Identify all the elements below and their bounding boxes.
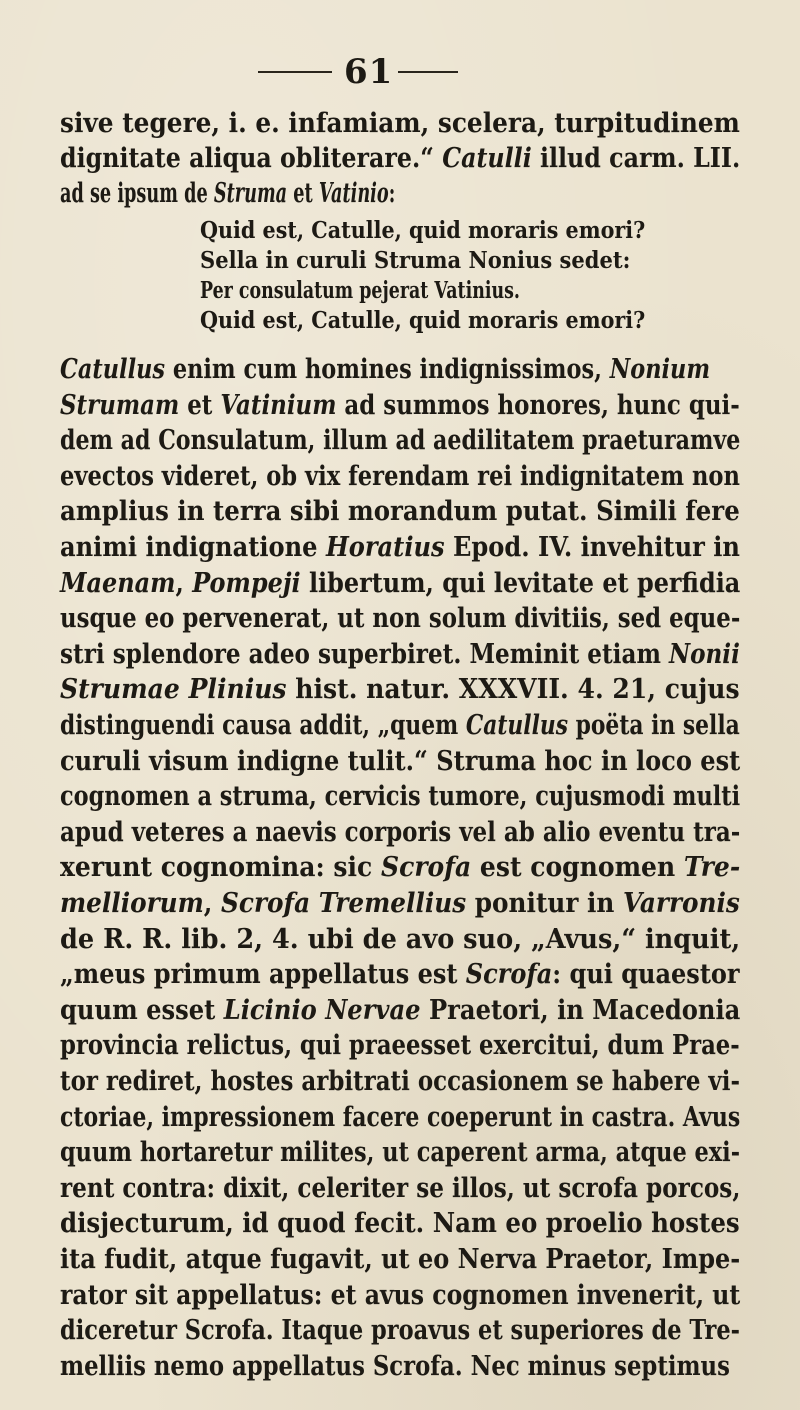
body-line xyxy=(60,1100,740,1134)
text-run xyxy=(180,673,189,705)
italic-run: Horatius xyxy=(325,531,445,563)
body-line xyxy=(60,1135,740,1169)
text-run: apud veteres a naevis corporis vel ab alio eventu tra- xyxy=(60,815,741,848)
body-line xyxy=(60,530,740,564)
text-run: : xyxy=(388,177,396,209)
body-line xyxy=(60,459,740,493)
text-run: Quid est, Catulle, quid moraris emori? xyxy=(200,217,646,244)
body-line xyxy=(60,1171,740,1205)
body-line xyxy=(60,922,740,956)
body-line xyxy=(60,1313,740,1347)
text-run: sive tegere, i. e. infamiam, scelera, turpitudinem xyxy=(60,107,740,139)
text-run: usque eo pervenerat, ut non solum divitiis, sed eque- xyxy=(60,602,741,635)
body-line xyxy=(60,1278,740,1312)
text-run: dem ad Consulatum, illum ad aedilitatem praeturamve xyxy=(60,424,741,457)
text-run: curuli visum indigne tulit.“ Struma hoc in loco est xyxy=(60,744,741,777)
intro-line xyxy=(60,141,740,175)
page-number: 61 xyxy=(344,52,394,92)
body-line xyxy=(60,744,740,778)
text-run: quum esset xyxy=(60,993,224,1026)
italic-run: melliorum xyxy=(60,887,204,919)
header-rule-left xyxy=(258,71,332,73)
text-run: cognomen a struma, cervicis tumore, cujusmodi multi xyxy=(60,780,741,813)
body-line xyxy=(60,672,740,706)
body-line xyxy=(60,815,740,849)
italic-run: Scrofa Tremellius xyxy=(221,887,467,919)
header-rule-right xyxy=(398,71,458,73)
verse-line xyxy=(200,276,520,306)
body-line xyxy=(60,637,740,671)
body-line xyxy=(60,886,740,920)
verse-line xyxy=(200,246,630,276)
body-line xyxy=(60,957,740,991)
text-run: ad se ipsum de xyxy=(60,177,214,209)
text-run: disjecturum, id quod fecit. Nam eo proelio hostes xyxy=(60,1207,740,1240)
text-run: et xyxy=(179,388,221,421)
verse-line xyxy=(200,306,645,336)
text-run: Per consulatum pejerat Vatinius. xyxy=(200,277,520,304)
italic-run: Maenam xyxy=(60,566,176,599)
text-run: evectos videret, ob vix ferendam rei indignitatem non xyxy=(60,459,740,492)
text-run: Quid est, Catulle, quid moraris emori? xyxy=(200,307,646,334)
body-line xyxy=(60,1206,740,1240)
text-run: diceretur Scrofa. Itaque proavus et superiores de Tre- xyxy=(60,1314,740,1347)
body-line xyxy=(60,850,740,884)
text-run: distinguendi causa addit, „quem xyxy=(60,709,466,741)
text-run: quum hortaretur milites, ut caperent arma, atque exi- xyxy=(60,1136,740,1169)
text-run: hist. natur. XXXVII. 4. 21, cujus xyxy=(286,673,740,706)
text-run: stri splendore adeo superbiret. Meminit etiam xyxy=(60,637,669,670)
text-run: ita fudit, atque fugavit, ut eo Nerva Praetor, Impe- xyxy=(60,1243,741,1275)
body-line xyxy=(60,352,710,386)
body-line xyxy=(60,566,740,600)
text-run: „meus primum appellatus est xyxy=(60,958,466,991)
italic-run: Vatinium xyxy=(220,388,337,421)
body-line xyxy=(60,494,740,528)
text-run: Sella in curuli Struma Nonius sedet: xyxy=(200,247,631,274)
italic-run: Varronis xyxy=(622,887,740,919)
body-line xyxy=(60,1028,740,1062)
body-line xyxy=(60,1242,740,1276)
text-run: , xyxy=(175,566,193,599)
body-line xyxy=(60,601,740,635)
body-line xyxy=(60,993,740,1027)
italic-run: Tre- xyxy=(683,851,741,884)
body-line xyxy=(60,1064,740,1098)
text-run: et xyxy=(287,177,319,209)
body-line xyxy=(60,708,740,742)
text-run: poëta in sella xyxy=(568,709,740,741)
text-run: illud carm. LII. xyxy=(531,142,741,174)
italic-run: Plinius xyxy=(188,673,287,706)
italic-run: Scrofa xyxy=(381,851,472,884)
text-run: animi indignatione xyxy=(60,531,326,563)
text-run: dignitate aliqua obliterare.“ xyxy=(60,142,443,174)
italic-run: Catulli xyxy=(442,142,532,174)
text-run: tor rediret, hostes arbitrati occasionem se habere vi- xyxy=(60,1065,740,1097)
body-line xyxy=(60,423,740,457)
italic-run: Vatinio xyxy=(318,177,389,209)
text-run: Epod. IV. invehitur in xyxy=(444,531,740,563)
text-run: provincia relictus, qui praeesset exercitui, dum Prae- xyxy=(60,1029,740,1062)
italic-run: Strumam xyxy=(60,388,180,421)
text-run: amplius in terra sibi morandum putat. Simili fere xyxy=(60,495,740,528)
italic-run: Nonium xyxy=(609,353,711,385)
text-run: melliis nemo appellatus Scrofa. Nec minus septimus xyxy=(60,1349,730,1382)
verse-line xyxy=(200,216,645,246)
text-run: libertum, qui levitate et perfidia xyxy=(300,566,741,599)
text-run: ctoriae, impressionem facere coeperunt in castra. Avus xyxy=(60,1100,741,1133)
text-run: rator sit appellatus: et avus cognomen invenerit, ut xyxy=(60,1278,741,1311)
text-run: , xyxy=(203,887,222,919)
text-run: xerunt cognomina: sic xyxy=(60,851,382,884)
body-line xyxy=(60,779,740,813)
italic-run: Struma xyxy=(213,177,288,209)
italic-run: Licinio Nervae xyxy=(223,993,421,1026)
text-run: ponitur in xyxy=(466,887,623,919)
italic-run: Catullus xyxy=(60,353,166,385)
italic-run: Strumae xyxy=(60,673,180,706)
text-run: : qui quaestor xyxy=(552,958,740,991)
italic-run: Pompeji xyxy=(192,566,301,599)
text-run: ad summos honores, hunc qui- xyxy=(336,388,740,421)
intro-line xyxy=(60,106,740,140)
body-line xyxy=(60,1349,730,1383)
page-header xyxy=(0,48,800,92)
italic-run: Catullus xyxy=(465,709,569,741)
text-run: est cognomen xyxy=(471,851,684,884)
text-run: de R. R. lib. 2, 4. ubi de avo suo, „Avus,“ inquit, xyxy=(60,922,741,955)
text-run: enim cum homines indignissimos, xyxy=(165,353,610,385)
text-run: rent contra: dixit, celeriter se illos, ut scrofa porcos, xyxy=(60,1171,741,1204)
italic-run: Scrofa xyxy=(465,958,553,991)
text-run: Praetori, in Macedonia xyxy=(420,993,741,1026)
body-line xyxy=(60,388,740,422)
italic-run: Nonii xyxy=(668,637,740,670)
intro-line xyxy=(60,176,395,210)
